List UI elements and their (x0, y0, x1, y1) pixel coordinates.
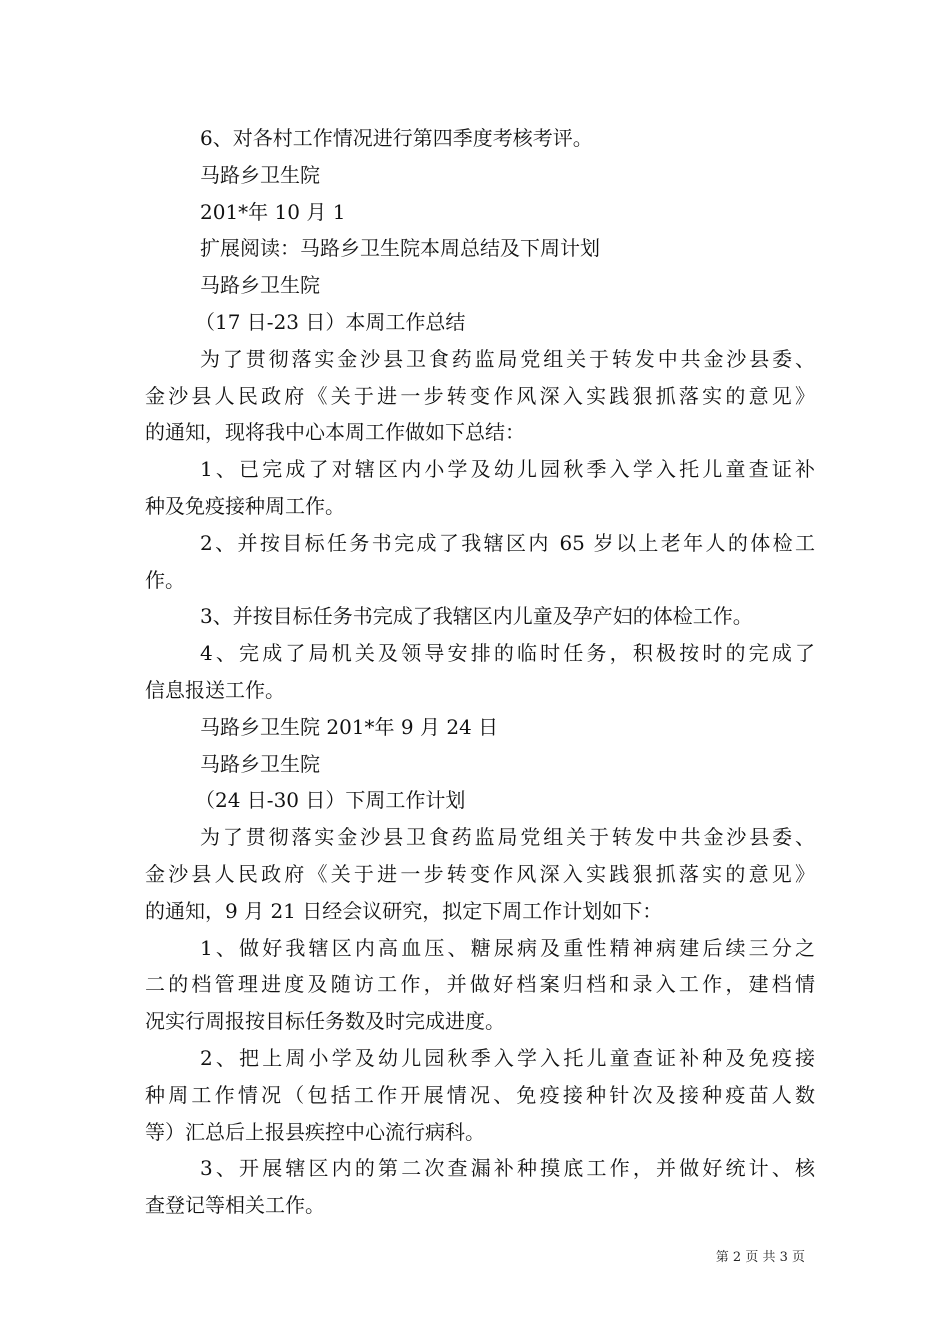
text-line: 6、对各村工作情况进行第四季度考核考评。 (200, 126, 593, 150)
text-line: 二的档管理进度及随访工作，并做好档案归档和录入工作，建档情 (145, 972, 815, 997)
text-line: 马路乡卫生院 (200, 273, 320, 298)
text-line: 查登记等相关工作。 (145, 1193, 325, 1218)
text-line: 201*年 10 月 1 (200, 199, 346, 224)
text-line: 况实行周报按目标任务数及时完成进度。 (145, 1009, 505, 1034)
text-line: 3、开展辖区内的第二次查漏补种摸底工作，并做好统计、核 (200, 1156, 815, 1181)
text-line: 马路乡卫生院 201*年 9 月 24 日 (200, 714, 499, 739)
page-number: 第 2 页 共 3 页 (715, 1250, 805, 1265)
text-line: （17 日-23 日）本周工作总结 (195, 309, 466, 334)
text-line: 2、把上周小学及幼儿园秋季入学入托儿童查证补种及免疫接 (200, 1045, 815, 1070)
text-line: 等）汇总后上报县疾控中心流行病科。 (145, 1119, 485, 1144)
document-body (145, 120, 815, 1224)
text-line: 3、并按目标任务书完成了我辖区内儿童及孕产妇的体检工作。 (200, 604, 753, 629)
text-line: 马路乡卫生院 (200, 751, 320, 776)
text-line: 的通知，现将我中心本周工作做如下总结： (145, 420, 525, 445)
text-line: 信息报送工作。 (145, 677, 285, 702)
text-line: 的通知，9 月 21 日经会议研究，拟定下周工作计划如下： (145, 898, 663, 923)
text-line: 金沙县人民政府《关于进一步转变作风深入实践狠抓落实的意见》 (145, 861, 815, 886)
text-line: 金沙县人民政府《关于进一步转变作风深入实践狠抓落实的意见》 (145, 383, 815, 408)
text-line: 4、完成了局机关及领导安排的临时任务，积极按时的完成了 (200, 641, 815, 666)
text-line: （24 日-30 日）下周工作计划 (195, 788, 466, 813)
text-line: 1、做好我辖区内高血压、糖尿病及重性精神病建后续三分之 (200, 935, 815, 960)
text-line: 作。 (145, 567, 185, 592)
text-line: 为了贯彻落实金沙县卫食药监局党组关于转发中共金沙县委、 (200, 825, 815, 850)
text-line: 马路乡卫生院 (200, 162, 320, 187)
text-line: 扩展阅读：马路乡卫生院本周总结及下周计划 (200, 236, 600, 261)
text-line: 种周工作情况（包括工作开展情况、免疫接种针次及接种疫苗人数 (145, 1082, 815, 1107)
text-line: 为了贯彻落实金沙县卫食药监局党组关于转发中共金沙县委、 (200, 346, 815, 371)
text-line: 1、已完成了对辖区内小学及幼儿园秋季入学入托儿童查证补 (200, 457, 815, 482)
text-line: 种及免疫接种周工作。 (145, 493, 345, 518)
text-line: 2、并按目标任务书完成了我辖区内 65 岁以上老年人的体检工 (200, 530, 815, 555)
